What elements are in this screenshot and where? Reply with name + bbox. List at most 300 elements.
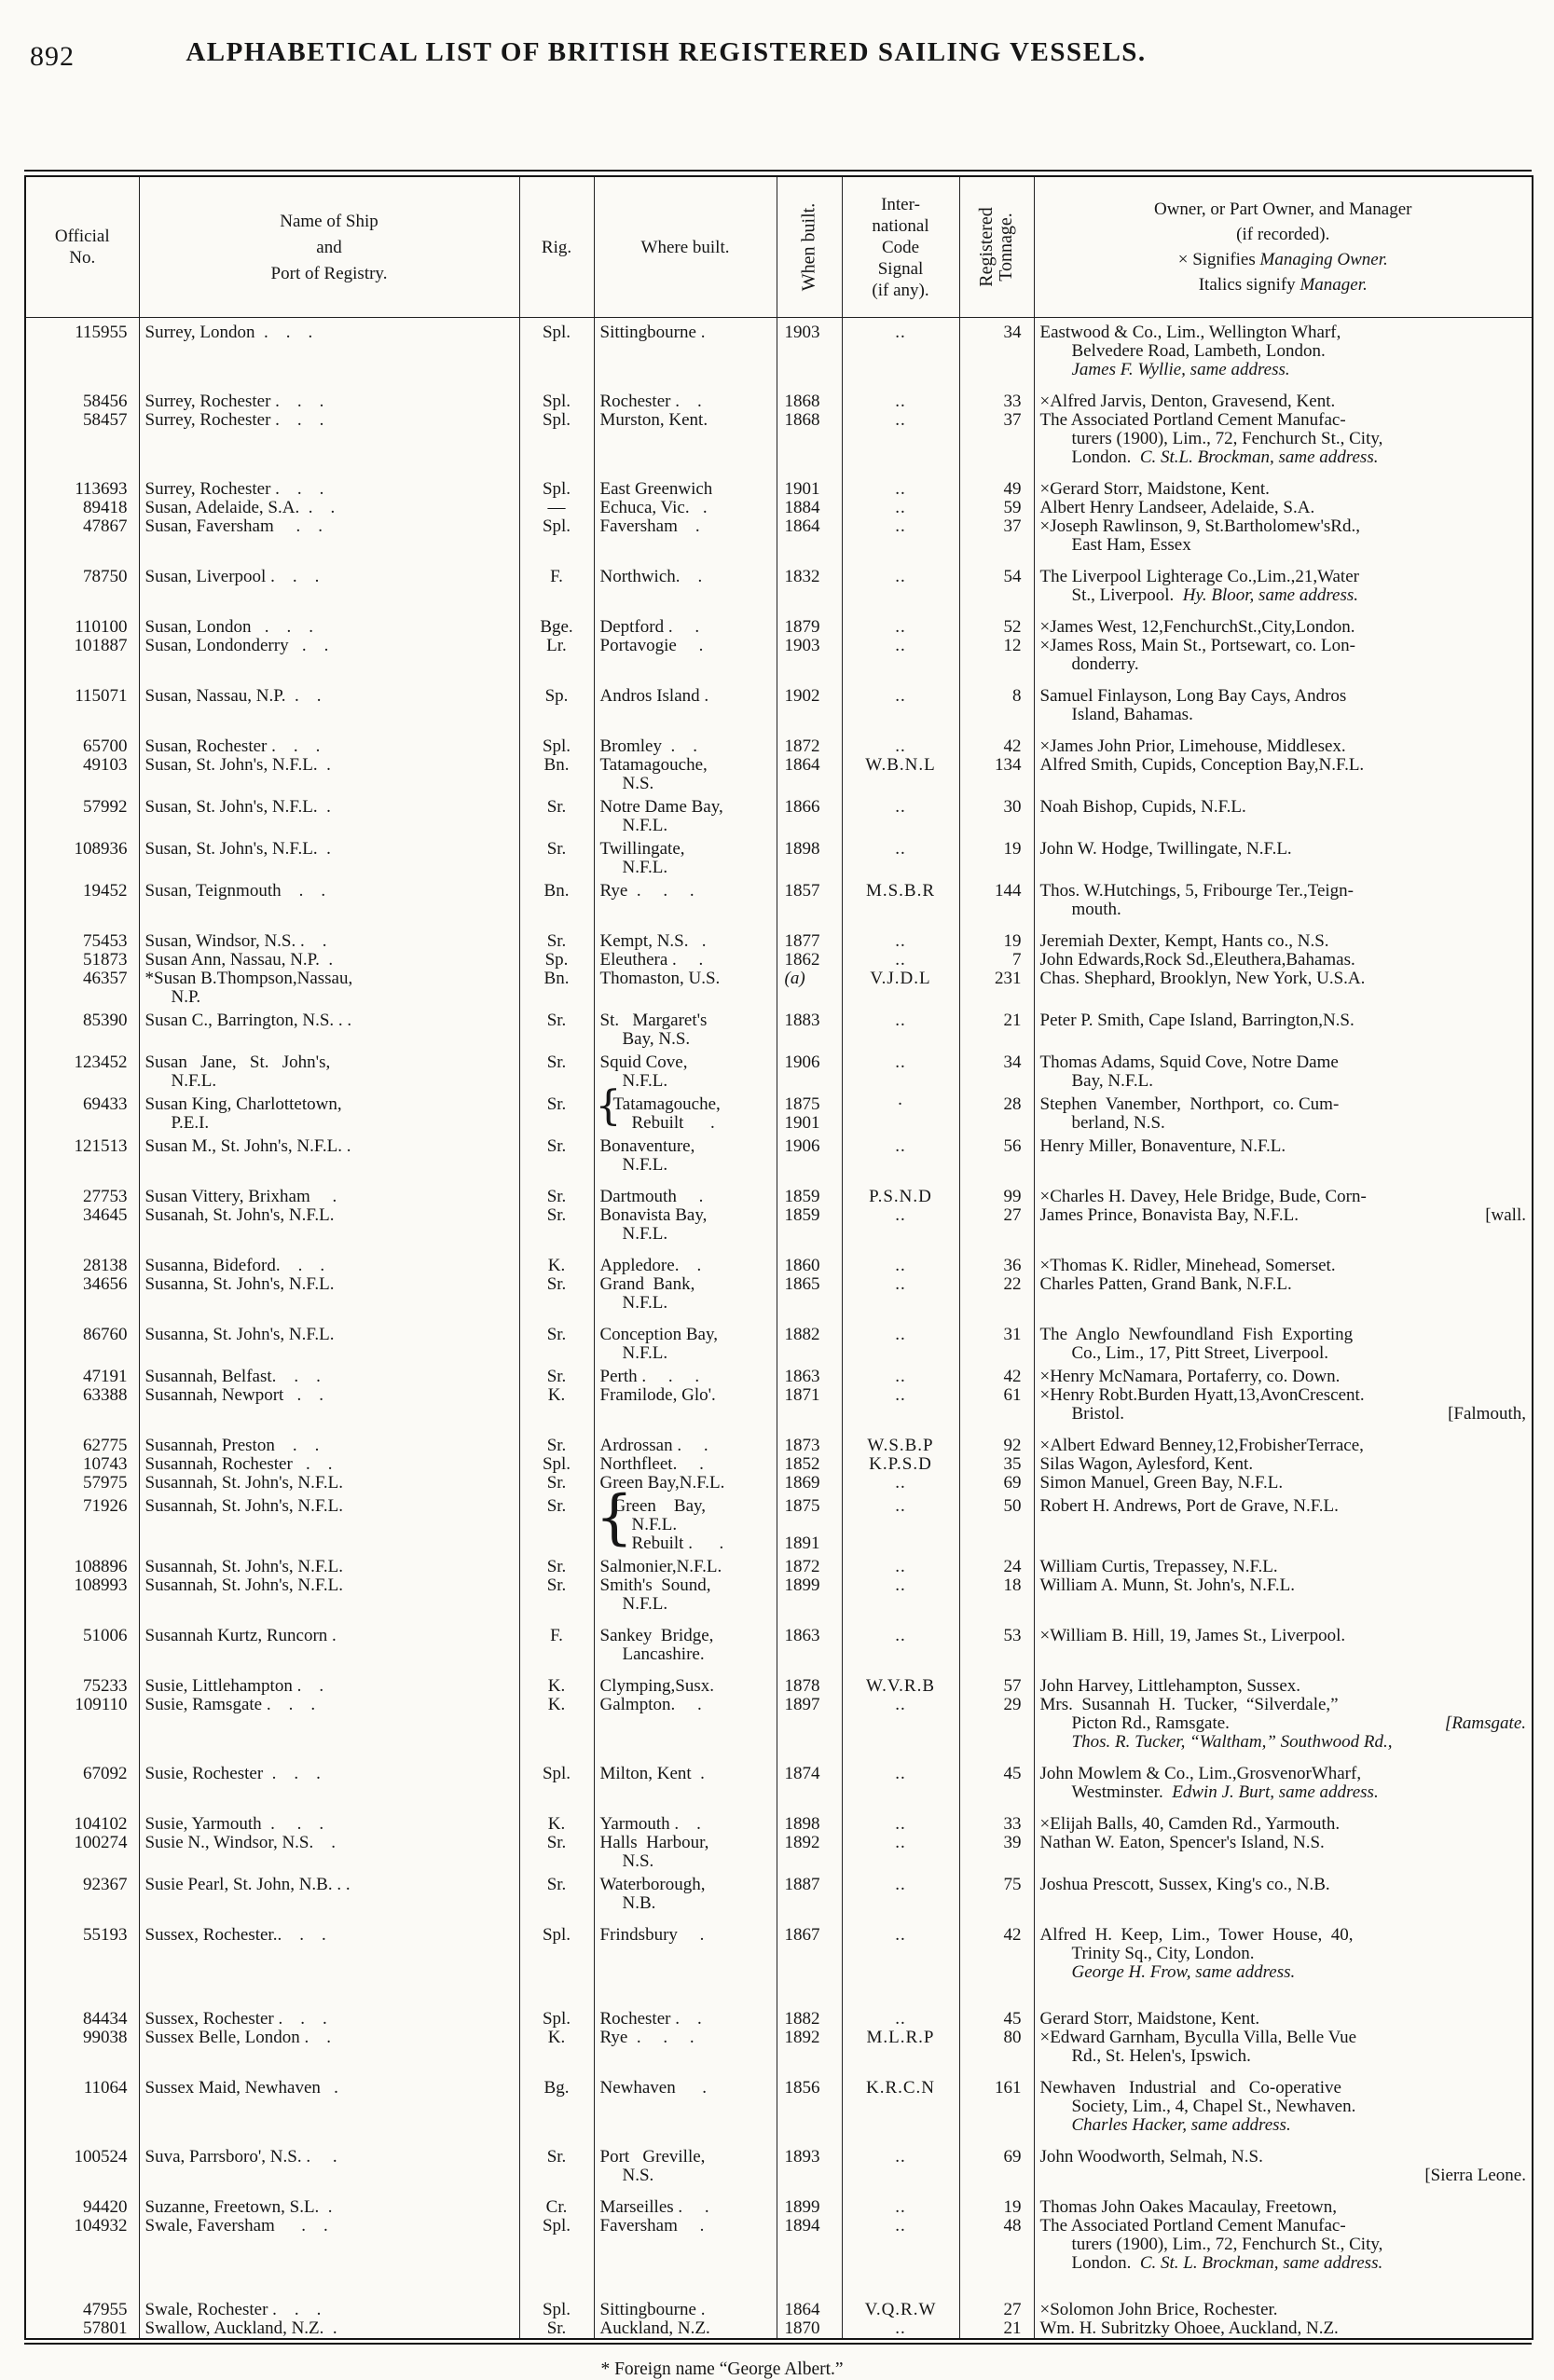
when-built-cell: 1898 [777,1802,842,1834]
vessel-row [25,1493,1533,1553]
when-built-cell: 1875 1891 [777,1493,842,1553]
where-built-cell: Kempt, N.S. . [594,919,777,951]
where-built-cell: Perth . . . [594,1363,777,1386]
owner-cell: Thomas Adams, Squid Cove, Notre Dame Bay, N.F.L. [1034,1049,1533,1091]
code-signal-cell: .. [842,1244,959,1275]
code-signal-cell: .. [842,499,959,517]
official-no-cell: 94420 [83,2197,128,2217]
vessel-row [25,379,1533,411]
owner-cell: ×Albert Edward Benney,12,FrobisherTerrace, [1034,1424,1533,1455]
where-built-cell: Bonavista Bay, N.F.L. [594,1206,777,1244]
where-built-cell: Portavogie . [594,637,777,674]
official-no-cell: 86760 [83,1325,128,1344]
tonnage-cell: 99 [959,1175,1034,1206]
official-no-cell: 71926 [83,1496,128,1516]
ship-name-cell: Susannah, St. John's, N.F.L. [139,1493,519,1553]
owner-cell: Noah Bishop, Cupids, N.F.L. [1034,793,1533,835]
table-header-row [25,176,1533,318]
owner-cell: John Edwards,Rock Sd.,Eleuthera,Bahamas. [1034,951,1533,970]
code-signal-cell: .. [842,411,959,467]
when-built-cell: 1873 [777,1424,842,1455]
official-no-cell: 27753 [83,1187,128,1206]
tonnage-cell: 49 [959,467,1034,499]
rig-cell: Spl. [519,724,594,756]
code-signal-cell: .. [842,1553,959,1576]
tonnage-cell: 29 [959,1696,1034,1752]
ship-name-cell: Susan, Londonderry . . [139,637,519,674]
code-signal-cell: .. [842,1493,959,1553]
rig-cell: Sr. [519,1493,594,1553]
when-built-cell: 1883 [777,1007,842,1049]
official-no-cell: 123452 [74,1052,128,1072]
vessel-row [25,2066,1533,2135]
owner-cell: The Anglo Newfoundland Fish Exporting Co., Lim., 17, Pitt Street, Liverpool. [1034,1313,1533,1363]
ship-name-cell: Susan M., St. John's, N.F.L. . [139,1133,519,1175]
col-ship-name-header: Name of Ship and Port of Registry. [139,176,519,318]
code-signal-cell: K.P.S.D [842,1455,959,1474]
official-no-cell: 104932 [74,2216,128,2236]
code-signal-cell: .. [842,951,959,970]
code-signal-cell: .. [842,793,959,835]
when-built-cell: (a) [777,970,842,1007]
official-no-cell: 51006 [83,1626,128,1645]
owner-cell: ×Elijah Balls, 40, Camden Rd., Yarmouth. [1034,1802,1533,1834]
where-built-cell: Tatamagouche, N.S. [594,756,777,793]
rig-cell: Sr. [519,2135,594,2185]
rig-cell: Sr. [519,1553,594,1576]
ship-name-cell: Susan, Faversham . . [139,517,519,555]
owner-cell: Wm. H. Subritzky Ohoee, Auckland, N.Z. [1034,2319,1533,2339]
when-built-cell: 1877 [777,919,842,951]
official-no-cell: 34656 [83,1274,128,1294]
official-no-cell: 115071 [75,686,128,706]
when-built-cell: 1862 [777,951,842,970]
ship-name-cell: Surrey, London . . . [139,318,519,380]
owner-cell: Thomas John Oakes Macaulay, Freetown, [1034,2185,1533,2217]
official-no-cell: 65700 [83,736,128,756]
official-no-cell: 108993 [74,1575,128,1595]
rig-cell: Sr. [519,1363,594,1386]
col-when-built-header [777,176,842,318]
where-built-cell: Framilode, Glo'. [594,1386,777,1424]
rig-cell: Sp. [519,674,594,724]
rig-cell: Spl. [519,411,594,467]
when-built-cell: 1903 [777,637,842,674]
vessel-row [25,970,1533,1007]
code-signal-cell: .. [842,2185,959,2217]
tonnage-cell: 61 [959,1386,1034,1424]
official-no-cell: 99038 [83,2028,128,2047]
when-built-cell: 1860 [777,1244,842,1275]
table-top-rule [24,170,1532,172]
vessel-row [25,1275,1533,1313]
when-built-cell: 1893 [777,2135,842,2185]
where-built-cell: Halls Harbour, N.S. [594,1834,777,1871]
where-built-cell: Faversham . [594,2217,777,2273]
rig-cell: Sr. [519,1091,594,1133]
vessel-row [25,555,1533,605]
rig-cell: Spl. [519,1982,594,2029]
rig-cell: Spl. [519,1752,594,1802]
rig-cell: Spl. [519,1455,594,1474]
col-code-signal-header: Inter- national Code Signal (if any). [842,176,959,318]
rig-cell: F. [519,555,594,605]
tonnage-cell: 53 [959,1614,1034,1664]
vessel-row [25,951,1533,970]
ship-name-cell: Susan King, Charlottetown, P.E.I. [139,1091,519,1133]
owner-cell: ×Charles H. Davey, Hele Bridge, Bude, Corn- [1034,1175,1533,1206]
code-signal-cell: .. [842,1752,959,1802]
rig-cell: Sr. [519,835,594,877]
where-built-cell: Bromley . . [594,724,777,756]
where-built-cell: Sittingbourne . [594,318,777,380]
owner-cell: Mrs. Susannah H. Tucker, “Silverdale,” Picton Rd., Ramsgate. [Ramsgate. Thos. R. Tucker, “Waltham,” Southwood Rd., [1034,1696,1533,1752]
rig-cell: Sr. [519,1275,594,1313]
where-built-cell: Grand Bank, N.F.L. [594,1275,777,1313]
owner-cell: ×Solomon John Brice, Rochester. [1034,2273,1533,2319]
when-built-cell: 1879 [777,605,842,637]
rig-cell: K. [519,1802,594,1834]
code-signal-cell: .. [842,1363,959,1386]
tonnage-cell: 57 [959,1664,1034,1696]
ship-name-cell: Sussex Maid, Newhaven . [139,2066,519,2135]
rig-cell: Sr. [519,1313,594,1363]
official-no-cell: 51873 [83,950,128,970]
rig-cell: Lr. [519,637,594,674]
rig-cell: Sr. [519,1133,594,1175]
official-no-cell: 100274 [74,1833,128,1852]
vessel-row [25,1175,1533,1206]
owner-cell: William Curtis, Trepassey, N.F.L. [1034,1553,1533,1576]
tonnage-cell: 27 [959,2273,1034,2319]
where-built-cell: Frindsbury . [594,1913,777,1982]
when-built-cell: 1898 [777,835,842,877]
where-built-cell: Andros Island . [594,674,777,724]
when-built-cell: 1899 [777,2185,842,2217]
where-built-cell: Echuca, Vic. . [594,499,777,517]
code-signal-cell: .. [842,1913,959,1982]
where-built-cell: East Greenwich [594,467,777,499]
official-no-cell: 113693 [75,479,128,499]
tonnage-cell: 19 [959,2185,1034,2217]
where-built-cell: Waterborough, N.B. [594,1871,777,1913]
official-no-cell: 75233 [83,1676,128,1696]
when-built-cell: 1857 [777,877,842,919]
official-no-cell: 47867 [83,516,128,536]
code-signal-cell: P.S.N.D [842,1175,959,1206]
col-official-no-header: Official No. [25,176,139,318]
tonnage-cell: 69 [959,1474,1034,1493]
code-signal-cell: K.R.C.N [842,2066,959,2135]
when-built-cell: 1864 [777,517,842,555]
code-signal-cell: .. [842,919,959,951]
official-no-cell: 47955 [83,2300,128,2319]
ship-name-cell: Swallow, Auckland, N.Z. . [139,2319,519,2339]
rig-cell: Sr. [519,1424,594,1455]
ship-name-cell: Surrey, Rochester . . . [139,467,519,499]
code-signal-cell: .. [842,1386,959,1424]
ship-name-cell: Susannah Kurtz, Runcorn . [139,1614,519,1664]
official-no-cell: 46357 [83,969,128,988]
ship-name-cell: Susanna, St. John's, N.F.L. [139,1275,519,1313]
ship-name-cell: Swale, Rochester . . . [139,2273,519,2319]
when-built-cell: 1859 [777,1175,842,1206]
owner-cell: ×Thomas K. Ridler, Minehead, Somerset. [1034,1244,1533,1275]
code-signal-cell: .. [842,555,959,605]
tonnage-cell: 37 [959,517,1034,555]
ship-name-cell: Susan, Nassau, N.P. . . [139,674,519,724]
owner-cell: William A. Munn, St. John's, N.F.L. [1034,1576,1533,1614]
ship-name-cell: Suva, Parrsboro', N.S. . . [139,2135,519,2185]
tonnage-cell: 231 [959,970,1034,1007]
rig-cell: Sr. [519,2319,594,2339]
tonnage-cell: 19 [959,835,1034,877]
tonnage-cell: 80 [959,2029,1034,2066]
vessel-row [25,674,1533,724]
owner-cell: ×Alfred Jarvis, Denton, Gravesend, Kent. [1034,379,1533,411]
code-signal-cell: .. [842,1834,959,1871]
tonnage-cell: 28 [959,1091,1034,1133]
vessel-row [25,517,1533,555]
official-no-cell: 58456 [83,392,128,411]
when-built-cell: 1863 [777,1363,842,1386]
when-built-cell: 1897 [777,1696,842,1752]
owner-cell: ×James John Prior, Limehouse, Middlesex. [1034,724,1533,756]
tonnage-cell: 144 [959,877,1034,919]
official-no-cell: 109110 [75,1695,128,1714]
vessel-row [25,919,1533,951]
when-built-cell: 1868 [777,379,842,411]
code-signal-cell: .. [842,1871,959,1913]
ship-name-cell: Susie N., Windsor, N.S. . [139,1834,519,1871]
where-built-cell: Faversham . [594,517,777,555]
where-built-cell: Eleuthera . . [594,951,777,970]
vessel-row [25,411,1533,467]
vessel-row [25,1871,1533,1913]
col-rig-header: Rig. [519,176,594,318]
owner-cell: The Associated Portland Cement Manufac- turers (1900), Lim., 72, Fenchurch St., City, London. C. St. L. Brockman, same address. [1034,2217,1533,2273]
when-built-cell: 1874 [777,1752,842,1802]
tonnage-cell: 21 [959,1007,1034,1049]
official-no-cell: 110100 [75,617,128,637]
ship-name-cell: Susan, Liverpool . . . [139,555,519,605]
vessel-row [25,2185,1533,2217]
official-no-cell: 57992 [83,797,128,817]
owner-cell: The Associated Portland Cement Manufac- turers (1900), Lim., 72, Fenchurch St., City, London. C. St.L. Brockman, same address. [1034,411,1533,467]
vessel-row [25,1313,1533,1363]
vessel-row [25,1363,1533,1386]
rig-cell: Spl. [519,1913,594,1982]
vessel-row [25,1802,1533,1834]
tonnage-cell: 18 [959,1576,1034,1614]
where-built-cell: Bonaventure, N.F.L. [594,1133,777,1175]
vessel-row [25,793,1533,835]
when-built-cell: 1903 [777,318,842,380]
owner-cell: John Woodworth, Selmah, N.S. [Sierra Leone. [1034,2135,1533,2185]
when-built-cell: 1866 [777,793,842,835]
official-no-cell: 69433 [83,1094,128,1114]
owner-cell: Thos. W.Hutchings, 5, Fribourge Ter.,Teign- mouth. [1034,877,1533,919]
code-signal-cell: M.L.R.P [842,2029,959,2066]
owner-cell: Alfred Smith, Cupids, Conception Bay,N.F.L. [1034,756,1533,793]
when-built-cell: 1875 1901 [777,1091,842,1133]
when-built-cell: 1864 [777,756,842,793]
vessel-row [25,1133,1533,1175]
rig-cell: Spl. [519,2217,594,2273]
ship-name-cell: Susanna, St. John's, N.F.L. [139,1313,519,1363]
when-built-cell: 1878 [777,1664,842,1696]
where-built-cell: Squid Cove, N.F.L. [594,1049,777,1091]
tonnage-cell: 54 [959,555,1034,605]
rig-cell: Sr. [519,793,594,835]
vessel-row [25,1244,1533,1275]
ship-name-cell: Susannah, St. John's, N.F.L. [139,1576,519,1614]
where-built-cell: Marseilles . . [594,2185,777,2217]
when-built-cell: 1852 [777,1455,842,1474]
owner-cell: Chas. Shephard, Brooklyn, New York, U.S.A. [1034,970,1533,1007]
tonnage-cell: 31 [959,1313,1034,1363]
official-no-cell: 10743 [83,1454,128,1474]
where-built-cell: Northfleet. . [594,1455,777,1474]
tonnage-cell: 19 [959,919,1034,951]
ship-name-cell: Suzanne, Freetown, S.L. . [139,2185,519,2217]
code-signal-cell: M.S.B.R [842,877,959,919]
owner-cell: ×Henry McNamara, Portaferry, co. Down. [1034,1363,1533,1386]
when-built-cell: 1856 [777,2066,842,2135]
tonnage-cell: 92 [959,1424,1034,1455]
when-built-cell: 1863 [777,1614,842,1664]
official-no-cell: 67092 [83,1764,128,1783]
rig-cell: Cr. [519,2185,594,2217]
tonnage-cell: 34 [959,1049,1034,1091]
ship-name-cell: Susannah, St. John's, N.F.L. [139,1553,519,1576]
when-built-cell: 1859 [777,1206,842,1244]
owner-cell: Charles Patten, Grand Bank, N.F.L. [1034,1275,1533,1313]
owner-cell: ×Henry Robt.Burden Hyatt,13,AvonCrescent. Bristol. [Falmouth, [1034,1386,1533,1424]
code-signal-cell: .. [842,1696,959,1752]
rig-cell: Bge. [519,605,594,637]
owner-cell: Albert Henry Landseer, Adelaide, S.A. [1034,499,1533,517]
when-built-cell: 1894 [777,2217,842,2273]
official-no-cell: 115955 [75,323,128,342]
official-no-cell: 19452 [83,881,128,901]
code-signal-cell: .. [842,1007,959,1049]
ship-name-cell: Susie Pearl, St. John, N.B. . . [139,1871,519,1913]
vessel-row [25,877,1533,919]
vessel-row [25,2217,1533,2273]
when-built-cell: 1892 [777,1834,842,1871]
where-built-cell: Notre Dame Bay, N.F.L. [594,793,777,835]
when-built-cell: 1867 [777,1913,842,1982]
ship-name-cell: Susan, Adelaide, S.A. . . [139,499,519,517]
code-signal-cell: .. [842,2319,959,2339]
official-no-cell: 28138 [83,1256,128,1275]
official-no-cell: 58457 [83,410,128,430]
when-built-vertical-label: When built. [798,202,819,292]
where-built-cell: { Tatamagouche, Rebuilt . [594,1091,777,1133]
official-no-cell: 89418 [83,498,128,517]
code-signal-cell: .. [842,1206,959,1244]
code-signal-cell: .. [842,605,959,637]
where-built-cell: Conception Bay, N.F.L. [594,1313,777,1363]
table-bottom-rule [24,2343,1532,2345]
code-signal-cell: V.Q.R.W [842,2273,959,2319]
brace-glyph: { [595,1082,622,1130]
tonnage-cell: 22 [959,1275,1034,1313]
rig-cell: K. [519,1244,594,1275]
code-signal-cell: .. [842,517,959,555]
where-built-cell: Ardrossan . . [594,1424,777,1455]
when-built-cell: 1865 [777,1275,842,1313]
owner-cell: Stephen Vanember, Northport, co. Cum- berland, N.S. [1034,1091,1533,1133]
rig-cell: Sr. [519,919,594,951]
when-built-cell: 1871 [777,1386,842,1424]
owner-cell: Joshua Prescott, Sussex, King's co., N.B. [1034,1871,1533,1913]
where-built-cell: Deptford . . [594,605,777,637]
vessel-row [25,1474,1533,1493]
owner-cell: ×James West, 12,FenchurchSt.,City,London. [1034,605,1533,637]
owner-cell: ×James Ross, Main St., Portsewart, co. Lon- donderry. [1034,637,1533,674]
vessel-row [25,2319,1533,2339]
code-signal-cell: .. [842,637,959,674]
where-built-cell: { Green Bay, N.F.L. Rebuilt . . [594,1493,777,1553]
official-no-cell: 34645 [83,1205,128,1225]
ship-name-cell: Susan, Windsor, N.S. . . [139,919,519,951]
tonnage-cell: 75 [959,1871,1034,1913]
where-built-cell: Smith's Sound, N.F.L. [594,1576,777,1614]
code-signal-cell: .. [842,1614,959,1664]
vessel-row [25,2135,1533,2185]
rig-cell: Bg. [519,2066,594,2135]
where-built-cell: Murston, Kent. [594,411,777,467]
rig-cell: Sr. [519,1834,594,1871]
tonnage-cell: 12 [959,637,1034,674]
official-no-cell: 75453 [83,931,128,951]
vessel-row [25,1576,1533,1614]
brace-glyph: { [595,1483,634,1552]
code-signal-cell: .. [842,2217,959,2273]
tonnage-cell: 24 [959,1553,1034,1576]
where-built-cell: Dartmouth . [594,1175,777,1206]
tonnage-cell: 45 [959,1752,1034,1802]
vessel-row [25,2029,1533,2066]
when-built-cell: 1906 [777,1133,842,1175]
when-built-cell: 1882 [777,1313,842,1363]
official-no-cell: 100524 [74,2147,128,2167]
owner-cell: Newhaven Industrial and Co-operative Society, Lim., 4, Chapel St., Newhaven. Charles Hacker, same address. [1034,2066,1533,2135]
rig-cell: Spl. [519,2273,594,2319]
ship-name-cell: Susie, Ramsgate . . . [139,1696,519,1752]
owner-cell: Peter P. Smith, Cape Island, Barrington,N.S. [1034,1007,1533,1049]
where-built-cell: Salmonier,N.F.L. [594,1553,777,1576]
where-built-cell: Rochester . . [594,1982,777,2029]
code-signal-cell: .. [842,1275,959,1313]
page-number: 892 [30,41,75,72]
tonnage-cell: 34 [959,318,1034,380]
rig-cell: Sr. [519,1007,594,1049]
rig-cell: Sr. [519,1175,594,1206]
ship-name-cell: Susan, London . . . [139,605,519,637]
vessel-row [25,1913,1533,1982]
where-built-cell: Auckland, N.Z. [594,2319,777,2339]
ship-name-cell: Susan Jane, St. John's, N.F.L. [139,1049,519,1091]
title-wrap [24,37,1532,68]
where-built-cell: Appledore. . [594,1244,777,1275]
tonnage-cell: 52 [959,605,1034,637]
vessel-row [25,1007,1533,1049]
vessel-row [25,724,1533,756]
owner-cell: James Prince, Bonavista Bay, N.F.L. [wall. [1034,1206,1533,1244]
